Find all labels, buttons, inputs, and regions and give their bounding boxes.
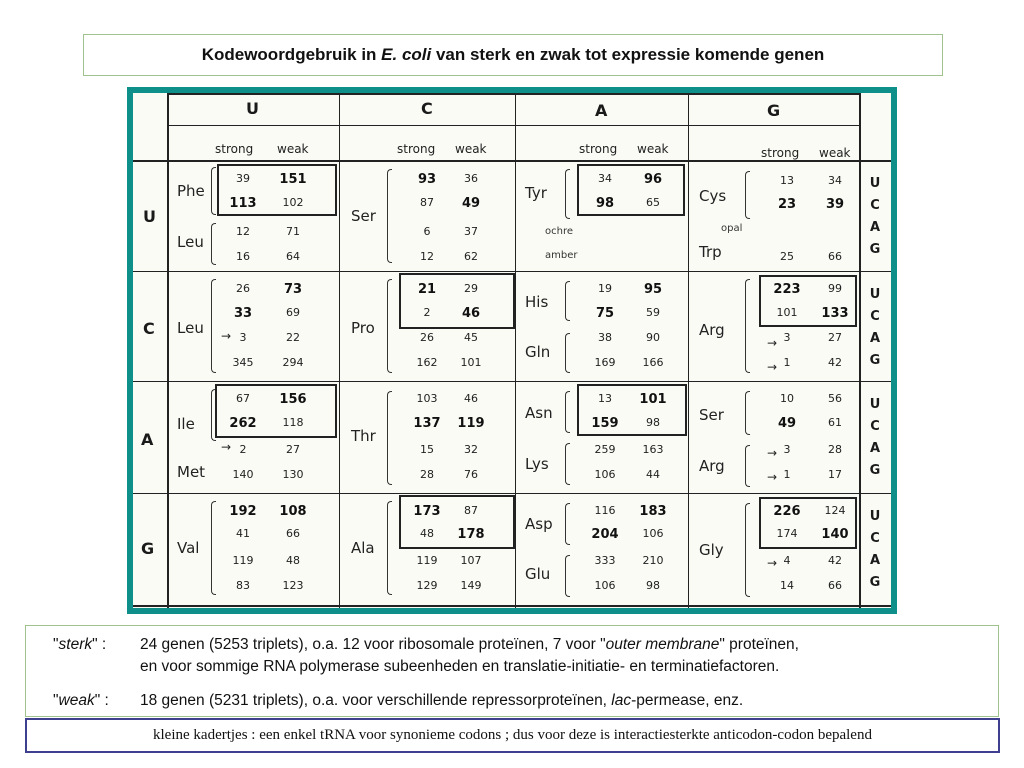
strong-count-ua-1: 34	[598, 172, 612, 185]
strong-count-aa-4: 106	[594, 468, 616, 481]
legend-weak-text: 18 genen (5231 triplets), o.a. voor verschillende repressorproteïnen, lac-permease, enz.	[140, 692, 744, 709]
brace	[211, 279, 216, 373]
aa-gln: Gln	[525, 343, 551, 361]
weak-count-gc-3: 107	[460, 554, 482, 567]
col-header-a: A	[595, 101, 608, 120]
strong-count-uc-2: 87	[420, 196, 434, 209]
brace	[565, 333, 570, 373]
strong-count-ac-4: 28	[420, 468, 434, 481]
weak-count-gc-4: 149	[460, 579, 482, 592]
strong-count-ug-1: 13	[780, 174, 794, 187]
arrow-icon: →	[767, 446, 778, 460]
third-letter-c: C	[870, 309, 880, 324]
aa-ala: Ala	[351, 539, 375, 557]
weak-count-cc-1: 29	[464, 282, 478, 295]
weak-count-uu-3: 71	[286, 225, 300, 238]
aa-tyr: Tyr	[525, 184, 547, 202]
arrow-icon: →	[221, 329, 232, 343]
brace	[565, 391, 570, 433]
third-letter-c: C	[870, 198, 880, 213]
third-letter-a: A	[869, 441, 881, 456]
strong-count-aa-2: 159	[591, 416, 619, 431]
aa-lys: Lys	[525, 455, 549, 473]
weak-count-cc-2: 46	[461, 306, 481, 321]
weak-count-gg-1: 124	[824, 504, 846, 517]
weak-count-gg-4: 66	[828, 579, 842, 592]
strong-count-uc-1: 93	[417, 172, 437, 187]
third-letter-g: G	[869, 353, 881, 368]
aa-val: Val	[177, 539, 200, 557]
arrow-icon: →	[767, 470, 778, 484]
strong-count-cu-2: 33	[233, 306, 253, 321]
third-letter-a: A	[869, 553, 881, 568]
third-letter-u: U	[869, 509, 881, 524]
weak-count-ua-2: 65	[646, 196, 660, 209]
strong-count-ag-2: 49	[777, 416, 797, 431]
weak-count-ug-2: 39	[825, 197, 845, 212]
third-letter-g: G	[869, 575, 881, 590]
weak-count-au-2: 118	[282, 416, 304, 429]
brace	[745, 279, 750, 373]
strong-count-ga-2: 204	[591, 527, 619, 542]
weak-count-cg-2: 133	[821, 306, 849, 321]
sub-strong-u: strong	[215, 142, 254, 156]
strong-count-ac-2: 137	[413, 416, 441, 431]
strong-count-gu-4: 83	[236, 579, 250, 592]
aa-leu-u: Leu	[177, 233, 204, 251]
aa-arg-c: Arg	[699, 321, 725, 339]
strong-count-cg-3: 3	[783, 331, 791, 344]
sub-weak-a: weak	[637, 142, 669, 156]
weak-count-ga-2: 106	[642, 527, 664, 540]
strong-count-cc-3: 26	[420, 331, 434, 344]
strong-count-ca-3: 38	[598, 331, 612, 344]
brace	[211, 167, 216, 215]
aa-asp: Asp	[525, 515, 553, 533]
strong-count-gg-2: 174	[776, 527, 798, 540]
col-header-c: C	[421, 99, 433, 118]
arrow-icon: →	[767, 360, 778, 374]
strong-count-cg-2: 101	[776, 306, 798, 319]
weak-count-ac-3: 32	[464, 443, 478, 456]
brace	[565, 169, 570, 219]
strong-count-aa-3: 259	[594, 443, 616, 456]
col-header-u: U	[246, 99, 259, 118]
brace	[745, 503, 750, 597]
brace	[565, 443, 570, 485]
arrow-icon: →	[767, 336, 778, 350]
strong-count-cc-1: 21	[417, 282, 437, 297]
aa-ile: Ile	[177, 415, 195, 433]
sub-weak-u: weak	[277, 142, 309, 156]
strong-count-gu-2: 41	[236, 527, 250, 540]
weak-count-ag-3: 28	[828, 443, 842, 456]
brace	[745, 171, 750, 219]
weak-count-au-4: 130	[282, 468, 304, 481]
strong-count-uu-2: 113	[229, 196, 257, 211]
weak-count-cu-2: 69	[286, 306, 300, 319]
strong-count-ac-3: 15	[420, 443, 434, 456]
third-letter-a: A	[869, 331, 881, 346]
row-header-c: C	[143, 319, 155, 338]
weak-count-gg-3: 42	[828, 554, 842, 567]
strong-count-gc-3: 119	[416, 554, 438, 567]
third-letter-u: U	[869, 397, 881, 412]
brace	[387, 279, 392, 373]
weak-count-cu-4: 294	[282, 356, 304, 369]
footer-note: kleine kadertjes : een enkel tRNA voor synonieme codons ; dus voor deze is interactiesterkte anticodon-codon bepalend	[25, 718, 1000, 753]
third-letter-c: C	[870, 531, 880, 546]
strong-count-ac-1: 103	[416, 392, 438, 405]
weak-count-cu-3: 22	[286, 331, 300, 344]
aa-cys: Cys	[699, 187, 727, 205]
strong-count-gc-2: 48	[420, 527, 434, 540]
strong-count-ga-3: 333	[594, 554, 616, 567]
weak-count-uu-4: 64	[286, 250, 300, 263]
third-letter-c: C	[870, 419, 880, 434]
note-ochre: ochre	[545, 226, 573, 237]
third-letter-u: U	[869, 176, 881, 191]
weak-count-ga-1: 183	[639, 504, 667, 519]
strong-count-au-1: 67	[236, 392, 250, 405]
strong-count-ca-2: 75	[595, 306, 615, 321]
weak-count-ag-1: 56	[828, 392, 842, 405]
aa-gly: Gly	[699, 541, 724, 559]
aa-glu: Glu	[525, 565, 551, 583]
weak-count-cc-3: 45	[464, 331, 478, 344]
strong-count-ug-3: 25	[780, 250, 794, 263]
aa-ser-c: Ser	[351, 207, 376, 225]
strong-count-ga-4: 106	[594, 579, 616, 592]
weak-count-ag-2: 61	[828, 416, 842, 429]
strong-count-au-2: 262	[229, 416, 257, 431]
strong-count-ua-2: 98	[595, 196, 615, 211]
title-text: Kodewoordgebruik in E. coli van sterk en zwak tot expressie komende genen	[201, 45, 825, 64]
strong-count-ga-1: 116	[594, 504, 616, 517]
weak-count-cg-1: 99	[828, 282, 842, 295]
third-letter-g: G	[869, 463, 881, 478]
weak-count-uc-3: 37	[464, 225, 478, 238]
strong-count-ag-1: 10	[780, 392, 794, 405]
weak-count-ug-1: 34	[828, 174, 842, 187]
strong-count-ag-3: 3	[783, 443, 791, 456]
strong-count-cg-1: 223	[773, 282, 801, 297]
weak-count-aa-1: 101	[639, 392, 667, 407]
sub-strong-c: strong	[397, 142, 436, 156]
strong-count-uu-3: 12	[236, 225, 250, 238]
row-header-a: A	[141, 430, 154, 449]
weak-count-ug-3: 66	[828, 250, 842, 263]
weak-count-gu-4: 123	[282, 579, 304, 592]
aa-arg-a: Arg	[699, 457, 725, 475]
weak-count-ca-2: 59	[646, 306, 660, 319]
weak-count-au-3: 27	[286, 443, 300, 456]
strong-count-gu-1: 192	[229, 504, 257, 519]
brace	[211, 501, 216, 595]
strong-count-uc-4: 12	[420, 250, 434, 263]
sub-strong-g: strong	[761, 146, 800, 160]
aa-his: His	[525, 293, 549, 311]
brace	[387, 391, 392, 485]
brace	[387, 169, 392, 263]
codon-table	[133, 93, 891, 608]
brace	[211, 223, 216, 265]
legend-weak-label: "weak" :	[53, 692, 109, 709]
weak-count-gc-2: 178	[457, 527, 485, 542]
third-letter-a: A	[869, 220, 881, 235]
brace	[565, 281, 570, 321]
aa-thr: Thr	[351, 427, 376, 445]
strong-count-ca-1: 19	[598, 282, 612, 295]
aa-asn: Asn	[525, 404, 553, 422]
brace	[565, 503, 570, 545]
strong-count-gc-1: 173	[413, 504, 441, 519]
row-header-g: G	[141, 539, 155, 558]
weak-count-uc-4: 62	[464, 250, 478, 263]
strong-count-cu-1: 26	[236, 282, 250, 295]
strong-count-cu-3: 3	[239, 331, 247, 344]
weak-count-cg-3: 27	[828, 331, 842, 344]
weak-count-aa-4: 44	[646, 468, 660, 481]
aa-pro: Pro	[351, 319, 375, 337]
weak-count-gu-1: 108	[279, 504, 307, 519]
third-letter-u: U	[869, 287, 881, 302]
weak-count-ac-1: 46	[464, 392, 478, 405]
sub-weak-c: weak	[455, 142, 487, 156]
strong-count-ug-2: 23	[777, 197, 797, 212]
weak-count-ac-2: 119	[457, 416, 485, 431]
weak-count-gc-1: 87	[464, 504, 478, 517]
weak-count-uu-1: 151	[279, 172, 307, 187]
legend-sterk-label: "sterk" :	[53, 636, 107, 653]
weak-count-ua-1: 96	[643, 172, 663, 187]
brace	[565, 555, 570, 597]
strong-count-aa-1: 13	[598, 392, 612, 405]
weak-count-uc-1: 36	[464, 172, 478, 185]
legend-box	[25, 625, 999, 717]
col-header-g: G	[767, 101, 781, 120]
strong-count-uu-4: 16	[236, 250, 250, 263]
weak-count-au-1: 156	[279, 392, 307, 407]
note-amber: amber	[545, 250, 578, 261]
arrow-icon: →	[221, 440, 232, 454]
weak-count-aa-2: 98	[646, 416, 660, 429]
strong-count-cc-4: 162	[416, 356, 438, 369]
weak-count-ag-4: 17	[828, 468, 842, 481]
weak-count-cu-1: 73	[283, 282, 303, 297]
strong-count-gu-3: 119	[232, 554, 254, 567]
weak-count-cg-4: 42	[828, 356, 842, 369]
weak-count-gu-3: 48	[286, 554, 300, 567]
strong-count-gc-4: 129	[416, 579, 438, 592]
slide-title	[83, 34, 943, 76]
strong-count-uu-1: 39	[236, 172, 250, 185]
aa-met: Met	[177, 463, 206, 481]
strong-count-gg-3: 4	[783, 554, 791, 567]
weak-count-gu-2: 66	[286, 527, 300, 540]
weak-count-aa-3: 163	[642, 443, 664, 456]
weak-count-cc-4: 101	[460, 356, 482, 369]
strong-count-au-4: 140	[232, 468, 254, 481]
sub-strong-a: strong	[579, 142, 618, 156]
brace	[745, 445, 750, 487]
third-letter-g: G	[869, 242, 881, 257]
strong-count-cu-4: 345	[232, 356, 254, 369]
strong-count-au-3: 2	[239, 443, 247, 456]
aa-trp: Trp	[699, 243, 722, 261]
weak-count-ac-4: 76	[464, 468, 478, 481]
weak-count-ca-1: 95	[643, 282, 663, 297]
strong-count-uc-3: 6	[423, 225, 431, 238]
aa-leu-c: Leu	[177, 319, 204, 337]
strong-count-gg-1: 226	[773, 504, 801, 519]
strong-count-cg-4: 1	[783, 356, 791, 369]
weak-count-ca-4: 166	[642, 356, 664, 369]
strong-count-gg-4: 14	[780, 579, 794, 592]
brace	[387, 501, 392, 595]
weak-count-ca-3: 90	[646, 331, 660, 344]
aa-ser-g: Ser	[699, 406, 724, 424]
row-header-u: U	[143, 207, 156, 226]
arrow-icon: →	[767, 556, 778, 570]
weak-count-uc-2: 49	[461, 196, 481, 211]
brace	[745, 391, 750, 435]
sub-weak-g: weak	[819, 146, 851, 160]
note-opal: opal	[721, 223, 743, 234]
aa-phe: Phe	[177, 182, 205, 200]
weak-count-gg-2: 140	[821, 527, 849, 542]
strong-count-ca-4: 169	[594, 356, 616, 369]
legend-sterk-text: 24 genen (5253 triplets), o.a. 12 voor ribosomale proteïnen, 7 voor "outer membrane" proteïnen, en voor sommige RNA polymerase subeenheden en translatie-initiatie- en terminatiefactoren.	[140, 636, 799, 675]
strong-count-cc-2: 2	[423, 306, 431, 319]
strong-count-ag-4: 1	[783, 468, 791, 481]
weak-count-ga-3: 210	[642, 554, 664, 567]
weak-count-uu-2: 102	[282, 196, 304, 209]
weak-count-ga-4: 98	[646, 579, 660, 592]
